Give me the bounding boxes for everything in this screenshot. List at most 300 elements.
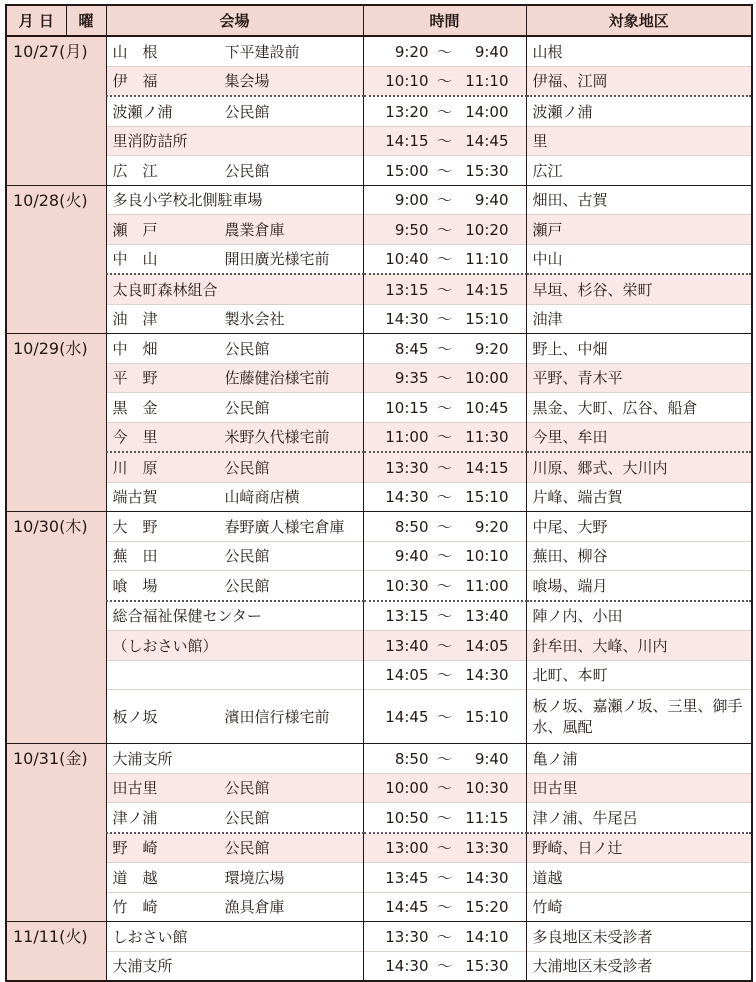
time-start: 14:30 (385, 310, 429, 329)
time-start: 9:35 (394, 369, 429, 388)
time-start: 14:45 (385, 708, 429, 726)
venue-cell (106, 803, 363, 833)
time-end: 14:10 (465, 927, 509, 946)
time-start: 15:00 (385, 161, 429, 180)
time-tilde: ～ (436, 72, 452, 91)
venue-cell (106, 422, 363, 452)
date-label: 10/31(金) (13, 749, 88, 768)
table-row (6, 631, 752, 661)
table-row (6, 660, 752, 690)
target-area: 北町、本町 (532, 666, 608, 685)
area-cell (526, 393, 752, 423)
time-end: 9:20 (474, 517, 509, 536)
area-cell (526, 215, 752, 245)
time-start: 10:30 (385, 576, 429, 595)
time-end: 15:30 (465, 161, 509, 180)
venue-place: 野 崎 (112, 839, 158, 858)
area-cell (526, 744, 752, 774)
time-cell (363, 126, 526, 156)
time-tilde: ～ (436, 779, 452, 798)
target-area: 亀ノ浦 (532, 749, 578, 768)
table-row (6, 744, 752, 774)
venue-sub: 米野久代様宅前 (224, 428, 330, 447)
table-row (6, 215, 752, 245)
venue-cell (106, 690, 363, 744)
table-row (6, 244, 752, 274)
time-cell (363, 36, 526, 66)
time-start: 9:50 (394, 220, 429, 239)
venue-sub: 山﨑商店横 (224, 488, 300, 507)
venue-cell (106, 126, 363, 156)
venue-place: 山 根 (112, 42, 158, 61)
time-end: 14:05 (465, 636, 509, 655)
venue-cell (106, 773, 363, 803)
venue-sub: 公民館 (224, 161, 270, 180)
venue-cell (106, 452, 363, 482)
time-end: 13:30 (465, 839, 509, 858)
venue-sub: 農業倉庫 (224, 220, 285, 239)
time-end: 13:40 (465, 607, 509, 626)
time-tilde: ～ (436, 957, 452, 976)
area-cell (526, 36, 752, 66)
time-cell (363, 422, 526, 452)
target-area: 山根 (532, 42, 563, 61)
target-area: 川原、郷式、大川内 (532, 458, 668, 477)
area-cell (526, 482, 752, 512)
time-end: 14:30 (465, 868, 509, 887)
table-body (6, 36, 752, 981)
table-row (6, 571, 752, 601)
venue-place: 竹 崎 (112, 898, 158, 917)
venue-cell (106, 274, 363, 304)
time-end: 9:20 (474, 339, 509, 358)
time-tilde: ～ (436, 339, 452, 358)
target-area: 道越 (532, 868, 563, 887)
time-cell (363, 66, 526, 96)
table-row (6, 452, 752, 482)
venue-place: 蕪 田 (112, 547, 158, 566)
area-cell (526, 660, 752, 690)
table-row (6, 36, 752, 66)
area-cell (526, 185, 752, 215)
venue-cell (106, 601, 363, 631)
area-cell (526, 66, 752, 96)
time-cell (363, 274, 526, 304)
time-tilde: ～ (436, 547, 452, 566)
venue-cell (106, 863, 363, 893)
target-area: 畑田、古賀 (532, 191, 608, 210)
table-row (6, 334, 752, 364)
time-tilde: ～ (436, 369, 452, 388)
venue-cell (106, 571, 363, 601)
venue-place: 中 山 (112, 250, 158, 269)
venue-place: 太良町森林組合 (112, 280, 218, 299)
time-tilde: ～ (436, 607, 452, 626)
time-end: 9:40 (474, 749, 509, 768)
time-cell (363, 96, 526, 126)
time-tilde: ～ (436, 927, 452, 946)
time-tilde: ～ (436, 898, 452, 917)
venue-place: しおさい館 (112, 927, 188, 946)
table-row (6, 833, 752, 863)
venue-cell (106, 631, 363, 661)
time-tilde: ～ (436, 220, 452, 239)
time-tilde: ～ (436, 666, 452, 685)
date-cell (6, 922, 106, 982)
time-tilde: ～ (436, 250, 452, 269)
venue-place: 道 越 (112, 868, 158, 887)
venue-sub: 開田廣光様宅前 (224, 250, 330, 269)
venue-place: 平 野 (112, 369, 158, 388)
venue-cell (106, 96, 363, 126)
venue-place: 広 江 (112, 161, 158, 180)
time-cell (363, 833, 526, 863)
venue-sub: 春野廣人様宅倉庫 (224, 517, 345, 536)
time-start: 10:50 (385, 808, 429, 827)
target-area: 野崎、日ノ辻 (532, 839, 623, 858)
time-cell (363, 156, 526, 186)
time-tilde: ～ (436, 517, 452, 536)
target-area: 大浦地区未受診者 (532, 957, 653, 976)
time-start: 13:00 (385, 839, 429, 858)
time-cell (363, 482, 526, 512)
venue-place: 大浦支所 (112, 749, 173, 768)
venue-cell (106, 36, 363, 66)
venue-cell (106, 304, 363, 334)
date-label: 10/28(火) (13, 190, 88, 210)
time-cell (363, 363, 526, 393)
venue-cell (106, 393, 363, 423)
venue-cell (106, 156, 363, 186)
area-cell (526, 244, 752, 274)
time-cell (363, 863, 526, 893)
time-tilde: ～ (436, 191, 452, 210)
time-end: 9:40 (474, 42, 509, 61)
time-start: 13:45 (385, 868, 429, 887)
time-tilde: ～ (436, 488, 452, 507)
time-start: 9:00 (394, 191, 429, 210)
area-cell (526, 922, 752, 952)
target-area: 平野、青木平 (532, 369, 623, 388)
area-cell (526, 833, 752, 863)
time-cell (363, 244, 526, 274)
area-cell (526, 690, 752, 744)
time-cell (363, 452, 526, 482)
header-time: 時間 (363, 5, 526, 36)
date-label: 11/11(火) (13, 927, 88, 946)
time-end: 10:30 (465, 779, 509, 798)
table-header (6, 5, 752, 36)
time-end: 10:00 (465, 369, 509, 388)
time-start: 13:15 (385, 607, 429, 626)
target-area: 里 (532, 132, 548, 151)
time-tilde: ～ (436, 42, 452, 61)
date-label: 10/27(月) (13, 42, 88, 61)
area-cell (526, 96, 752, 126)
area-cell (526, 304, 752, 334)
time-end: 14:15 (465, 458, 509, 477)
time-start: 8:50 (394, 749, 429, 768)
table-row (6, 156, 752, 186)
venue-place: 多良小学校北側駐車場 (112, 191, 263, 210)
time-cell (363, 660, 526, 690)
venue-sub: 製氷会社 (224, 310, 285, 329)
time-end: 10:45 (465, 398, 509, 417)
time-cell (363, 922, 526, 952)
time-cell (363, 334, 526, 364)
area-cell (526, 512, 752, 542)
area-cell (526, 631, 752, 661)
venue-sub: 佐藤健治様宅前 (224, 369, 330, 388)
area-cell (526, 452, 752, 482)
area-cell (526, 571, 752, 601)
venue-sub: 公民館 (224, 576, 270, 595)
venue-sub: 下平建設前 (224, 42, 300, 61)
time-tilde: ～ (436, 808, 452, 827)
area-cell (526, 156, 752, 186)
time-cell (363, 512, 526, 542)
time-cell (363, 892, 526, 922)
venue-cell (106, 660, 363, 690)
venue-place: 波瀬ノ浦 (112, 102, 173, 121)
time-tilde: ～ (436, 868, 452, 887)
area-cell (526, 951, 752, 981)
time-start: 10:00 (385, 779, 429, 798)
venue-sub: 公民館 (224, 547, 270, 566)
target-area: 片峰、端古賀 (532, 488, 623, 507)
time-end: 10:10 (465, 547, 509, 566)
time-end: 15:30 (465, 957, 509, 976)
venue-sub: 公民館 (224, 779, 270, 798)
venue-sub: 漁具倉庫 (224, 898, 285, 917)
header-venue: 会場 (106, 5, 363, 36)
table-row (6, 892, 752, 922)
time-cell (363, 951, 526, 981)
time-start: 10:15 (385, 398, 429, 417)
venue-cell (106, 744, 363, 774)
date-label: 10/30(木) (13, 517, 88, 536)
venue-cell (106, 833, 363, 863)
area-cell (526, 541, 752, 571)
date-cell (6, 334, 106, 512)
time-end: 9:40 (474, 191, 509, 210)
venue-place: 大浦支所 (112, 957, 173, 976)
table-row (6, 541, 752, 571)
target-area: 板ノ坂、嘉瀬ノ坂、三里、御手水、風配 (532, 696, 743, 736)
time-end: 14:30 (465, 666, 509, 685)
time-cell (363, 773, 526, 803)
venue-place: 板ノ坂 (112, 708, 158, 726)
target-area: 針牟田、大峰、川内 (532, 636, 668, 655)
time-end: 15:10 (465, 310, 509, 329)
table-row (6, 304, 752, 334)
target-area: 早垣、杉谷、栄町 (532, 280, 653, 299)
target-area: 中山 (532, 250, 563, 269)
venue-place: 大 野 (112, 517, 158, 536)
date-cell (6, 512, 106, 744)
target-area: 伊福、江岡 (532, 72, 608, 91)
target-area: 竹崎 (532, 898, 563, 917)
table-row (6, 690, 752, 744)
venue-sub: 濱田信行様宅前 (224, 708, 330, 726)
target-area: 広江 (532, 161, 563, 180)
venue-cell (106, 334, 363, 364)
time-tilde: ～ (436, 102, 452, 121)
time-tilde: ～ (436, 708, 452, 726)
time-cell (363, 803, 526, 833)
time-end: 14:45 (465, 132, 509, 151)
table-row (6, 512, 752, 542)
header-weekday: 曜 (66, 5, 106, 36)
time-cell (363, 393, 526, 423)
target-area: 津ノ浦、牛尾呂 (532, 808, 638, 827)
time-cell (363, 631, 526, 661)
venue-cell (106, 892, 363, 922)
time-tilde: ～ (436, 636, 452, 655)
table-row (6, 274, 752, 304)
target-area: 蕪田、柳谷 (532, 547, 608, 566)
target-area: 瀬戸 (532, 220, 563, 239)
venue-sub: 環境広場 (224, 868, 285, 887)
time-start: 13:30 (385, 927, 429, 946)
time-start: 13:15 (385, 280, 429, 299)
time-end: 11:00 (465, 576, 509, 595)
time-end: 15:10 (465, 708, 509, 726)
time-tilde: ～ (436, 398, 452, 417)
time-tilde: ～ (436, 576, 452, 595)
date-cell (6, 744, 106, 922)
venue-sub: 公民館 (224, 808, 270, 827)
table-row (6, 66, 752, 96)
time-end: 11:30 (465, 428, 509, 447)
table-row (6, 185, 752, 215)
time-start: 10:40 (385, 250, 429, 269)
time-end: 15:10 (465, 488, 509, 507)
venue-place: 里消防詰所 (112, 132, 188, 151)
schedule-table (5, 4, 753, 982)
venue-sub: 公民館 (224, 458, 270, 477)
time-end: 11:15 (465, 808, 509, 827)
venue-sub: 公民館 (224, 102, 270, 121)
venue-sub: 公民館 (224, 839, 270, 858)
venue-cell (106, 185, 363, 215)
area-cell (526, 863, 752, 893)
date-cell (6, 36, 106, 185)
venue-sub: 公民館 (224, 398, 270, 417)
time-start: 11:00 (385, 428, 429, 447)
venue-place: 中 畑 (112, 339, 158, 358)
time-start: 13:40 (385, 636, 429, 655)
venue-place: （しおさい館） (112, 636, 218, 655)
target-area: 波瀬ノ浦 (532, 102, 593, 121)
time-start: 14:45 (385, 898, 429, 917)
time-tilde: ～ (436, 458, 452, 477)
time-start: 14:30 (385, 488, 429, 507)
time-start: 14:15 (385, 132, 429, 151)
time-cell (363, 690, 526, 744)
time-cell (363, 601, 526, 631)
table-row (6, 863, 752, 893)
table-row (6, 126, 752, 156)
table-row (6, 601, 752, 631)
area-cell (526, 363, 752, 393)
time-cell (363, 185, 526, 215)
area-cell (526, 803, 752, 833)
time-start: 14:05 (385, 666, 429, 685)
venue-sub: 集会場 (224, 72, 270, 91)
date-label: 10/29(水) (13, 339, 88, 358)
header-area: 対象地区 (526, 5, 752, 36)
venue-cell (106, 363, 363, 393)
time-cell (363, 571, 526, 601)
venue-place: 川 原 (112, 458, 158, 477)
target-area: 中尾、大野 (532, 517, 608, 536)
venue-place: 瀬 戸 (112, 220, 158, 239)
table-row (6, 96, 752, 126)
time-end: 10:20 (465, 220, 509, 239)
header-month-day: 月 日 (6, 5, 66, 36)
time-end: 11:10 (465, 250, 509, 269)
time-start: 8:50 (394, 517, 429, 536)
venue-cell (106, 215, 363, 245)
venue-cell (106, 951, 363, 981)
venue-cell (106, 482, 363, 512)
table-row (6, 922, 752, 952)
time-start: 13:20 (385, 102, 429, 121)
time-tilde: ～ (436, 310, 452, 329)
time-end: 14:15 (465, 280, 509, 299)
venue-cell (106, 541, 363, 571)
venue-place: 総合福祉保健センター (112, 607, 262, 626)
time-end: 14:00 (465, 102, 509, 121)
table-row (6, 773, 752, 803)
table-row (6, 482, 752, 512)
area-cell (526, 892, 752, 922)
area-cell (526, 126, 752, 156)
time-end: 11:10 (465, 72, 509, 91)
table-row (6, 803, 752, 833)
time-tilde: ～ (436, 161, 452, 180)
target-area: 野上、中畑 (532, 339, 608, 358)
time-cell (363, 304, 526, 334)
venue-place: 喰 場 (112, 576, 158, 595)
venue-place: 今 里 (112, 428, 158, 447)
area-cell (526, 773, 752, 803)
time-start: 10:10 (385, 72, 429, 91)
time-tilde: ～ (436, 280, 452, 299)
time-start: 13:30 (385, 458, 429, 477)
target-area: 今里、牟田 (532, 428, 608, 447)
venue-place: 油 津 (112, 310, 158, 329)
target-area: 油津 (532, 310, 563, 329)
time-end: 15:20 (465, 898, 509, 917)
venue-cell (106, 922, 363, 952)
area-cell (526, 274, 752, 304)
area-cell (526, 334, 752, 364)
venue-cell (106, 66, 363, 96)
area-cell (526, 601, 752, 631)
target-area: 田古里 (532, 779, 578, 798)
table-row (6, 393, 752, 423)
venue-place: 伊 福 (112, 72, 158, 91)
time-tilde: ～ (436, 839, 452, 858)
time-cell (363, 215, 526, 245)
date-cell (6, 185, 106, 334)
target-area: 喰場、端月 (532, 576, 608, 595)
area-cell (526, 422, 752, 452)
table-row (6, 363, 752, 393)
venue-cell (106, 244, 363, 274)
